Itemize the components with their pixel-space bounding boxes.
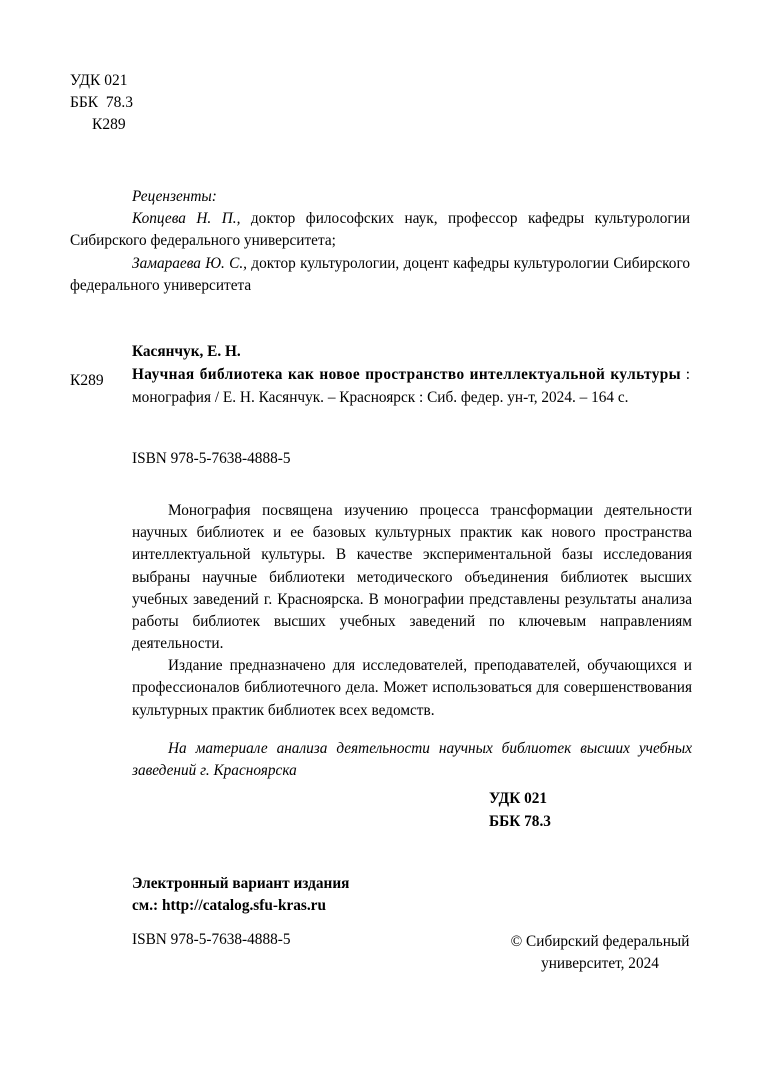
electronic-edition-url[interactable]: см.: http://catalog.sfu-kras.ru xyxy=(132,897,326,915)
copyright-line-1: © Сибирский федеральный xyxy=(510,933,690,950)
record-author-mark: К289 xyxy=(70,372,104,389)
reviewer-item xyxy=(70,253,690,297)
annotation-block xyxy=(132,500,692,782)
classification-block xyxy=(70,70,133,136)
reviewer-item xyxy=(70,208,690,252)
electronic-edition-label: Электронный вариант издания xyxy=(132,875,350,892)
author-mark: К289 xyxy=(92,116,126,133)
reviewer-affiliation: доктор философских наук, профессор кафедры культурологии Сибирского федерального университета; xyxy=(70,210,691,250)
bbk-code: ББК 78.3 xyxy=(70,94,134,111)
record-author: Касянчук, Е. Н. xyxy=(132,343,241,360)
record-title: Научная библиотека как новое пространство интеллектуальной культуры xyxy=(132,365,681,383)
bbk-code-repeat: ББК 78.3 xyxy=(489,812,551,830)
udk-code: УДК 021 xyxy=(70,72,128,89)
record-body xyxy=(132,341,690,410)
reviewers-heading: Рецензенты: xyxy=(132,188,217,205)
bibliographic-record xyxy=(70,341,690,410)
copyright-notice xyxy=(505,931,695,975)
reviewers-block xyxy=(70,186,690,297)
electronic-edition-note xyxy=(132,873,349,917)
reviewer-name: Замараева Ю. С., xyxy=(132,254,247,272)
record-imprint: : монография / Е. Н. Касянчук. – Красноярск : Сиб. федер. ун-т, 2024. – 164 с. xyxy=(132,365,690,406)
reviewer-name: Копцева Н. П., xyxy=(132,210,241,228)
udk-code-repeat: УДК 021 xyxy=(489,790,548,807)
isbn-footer: ISBN 978-5-7638-4888-5 xyxy=(132,931,291,948)
copyright-line-2: университет, 2024 xyxy=(541,955,659,973)
record-title-and-imprint xyxy=(132,364,690,410)
isbn-primary: ISBN 978-5-7638-4888-5 xyxy=(132,450,291,467)
annotation-note: На материале анализа деятельности научных библиотек высших учебных заведений г. Красноярска xyxy=(132,739,692,779)
annotation-paragraph: Издание предназначено для исследователей, преподавателей, обучающихся и профессионалов библиотечного дела. Может использоваться для совершенствования культурных практик библиотек всех ведомств. xyxy=(132,657,692,719)
classification-repeat-block xyxy=(489,788,551,834)
reviewer-affiliation: доктор культурологии, доцент кафедры культурологии Сибирского федерального университета xyxy=(70,254,690,294)
annotation-paragraph: Монография посвящена изучению процесса трансформации деятельности научных библиотек и ее базовых культурных практик как нового пространства интеллектуальной культуры. В качестве экспериментальной базы исследования выбраны научные библиотеки методического объединения библиотек высших учебных заведений г. Красноярска. В монографии представлены результаты анализа работы библиотек высших учебных заведений по ключевым направлениям деятельности. xyxy=(132,502,692,653)
